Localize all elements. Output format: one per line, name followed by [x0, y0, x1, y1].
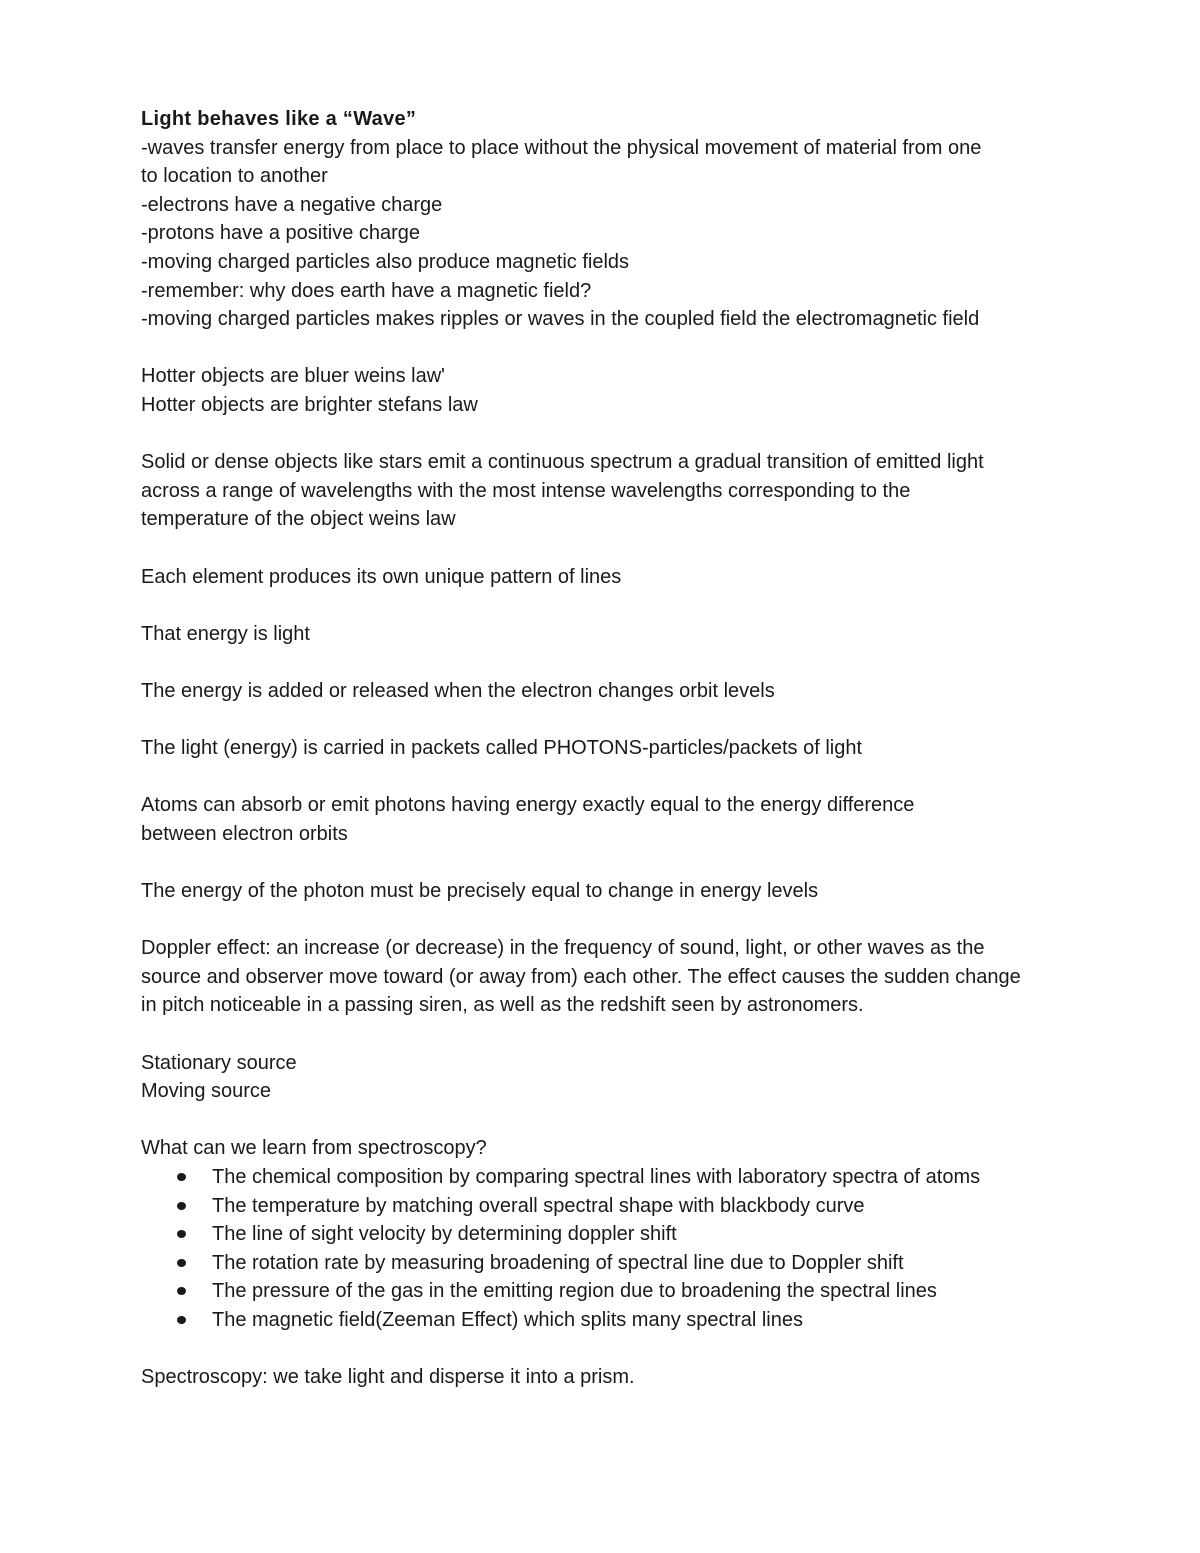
paragraph-line: Solid or dense objects like stars emit a continuous spectrum a gradual transition of emitted light [141, 451, 984, 474]
wave-line: -protons have a positive charge [141, 222, 421, 245]
spacer [141, 420, 1081, 449]
spacer [141, 1335, 1081, 1364]
law-line: Hotter objects are bluer weins law' [141, 365, 445, 388]
law-line: Hotter objects are brighter stefans law [141, 393, 478, 416]
bullet-icon [177, 1259, 186, 1267]
document-page [141, 105, 1081, 1392]
spacer [141, 1020, 1081, 1049]
spectroscopy-question: What can we learn from spectroscopy? [141, 1137, 487, 1160]
wave-line: -electrons have a negative charge [141, 193, 443, 216]
spacer [141, 763, 1081, 792]
source-line: Stationary source [141, 1051, 297, 1074]
bullet-icon [177, 1202, 186, 1210]
paragraph-line: Atoms can absorb or emit photons having energy exactly equal to the energy difference [141, 794, 915, 817]
bullet-icon [177, 1316, 186, 1324]
paragraph-line: The light (energy) is carried in packets called PHOTONS-particles/packets of light [141, 737, 863, 760]
spacer [141, 906, 1081, 935]
spacer [141, 1106, 1081, 1135]
paragraph-line: Spectroscopy: we take light and disperse it into a prism. [141, 1366, 635, 1389]
paragraph-line: across a range of wavelengths with the most intense wavelengths corresponding to the [141, 479, 911, 502]
wave-line: -remember: why does earth have a magnetic field? [141, 279, 592, 302]
wave-line: to location to another [141, 165, 328, 188]
list-item: The temperature by matching overall spectral shape with blackbody curve [141, 1192, 1081, 1221]
spacer [141, 534, 1081, 563]
wave-line: -waves transfer energy from place to place without the physical movement of material from one [141, 136, 982, 159]
doppler-line: in pitch noticeable in a passing siren, as well as the redshift seen by astronomers. [141, 994, 864, 1017]
spacer [141, 705, 1081, 734]
paragraph-line: temperature of the object weins law [141, 508, 456, 531]
bullet-icon [177, 1287, 186, 1295]
list-item: The chemical composition by comparing spectral lines with laboratory spectra of atoms [141, 1163, 1081, 1192]
doppler-line: Doppler effect: an increase (or decrease) in the frequency of sound, light, or other waves as the [141, 937, 985, 960]
source-line: Moving source [141, 1080, 272, 1103]
list-item: The pressure of the gas in the emitting region due to broadening the spectral lines [141, 1277, 1081, 1306]
paragraph-line: The energy is added or released when the electron changes orbit levels [141, 679, 775, 702]
paragraph-line: Each element produces its own unique pattern of lines [141, 565, 622, 588]
spacer [141, 648, 1081, 677]
paragraph-line: The energy of the photon must be precisely equal to change in energy levels [141, 880, 819, 903]
spacer [141, 334, 1081, 363]
paragraph-line: between electron orbits [141, 822, 348, 845]
bullet-icon [177, 1173, 186, 1181]
list-item: The rotation rate by measuring broadening of spectral line due to Doppler shift [141, 1249, 1081, 1278]
section-title: Light behaves like a “Wave” [141, 108, 417, 130]
spectroscopy-list [141, 1163, 1081, 1335]
spacer [141, 591, 1081, 620]
bullet-icon [177, 1230, 186, 1238]
list-item: The magnetic field(Zeeman Effect) which splits many spectral lines [141, 1306, 1081, 1335]
spacer [141, 848, 1081, 877]
paragraph-line: That energy is light [141, 622, 310, 645]
list-item: The line of sight velocity by determining doppler shift [141, 1220, 1081, 1249]
wave-line: -moving charged particles makes ripples or waves in the coupled field the electromagnetic field [141, 308, 980, 331]
doppler-line: source and observer move toward (or away from) each other. The effect causes the sudden change [141, 965, 1021, 988]
wave-line: -moving charged particles also produce magnetic fields [141, 250, 630, 273]
